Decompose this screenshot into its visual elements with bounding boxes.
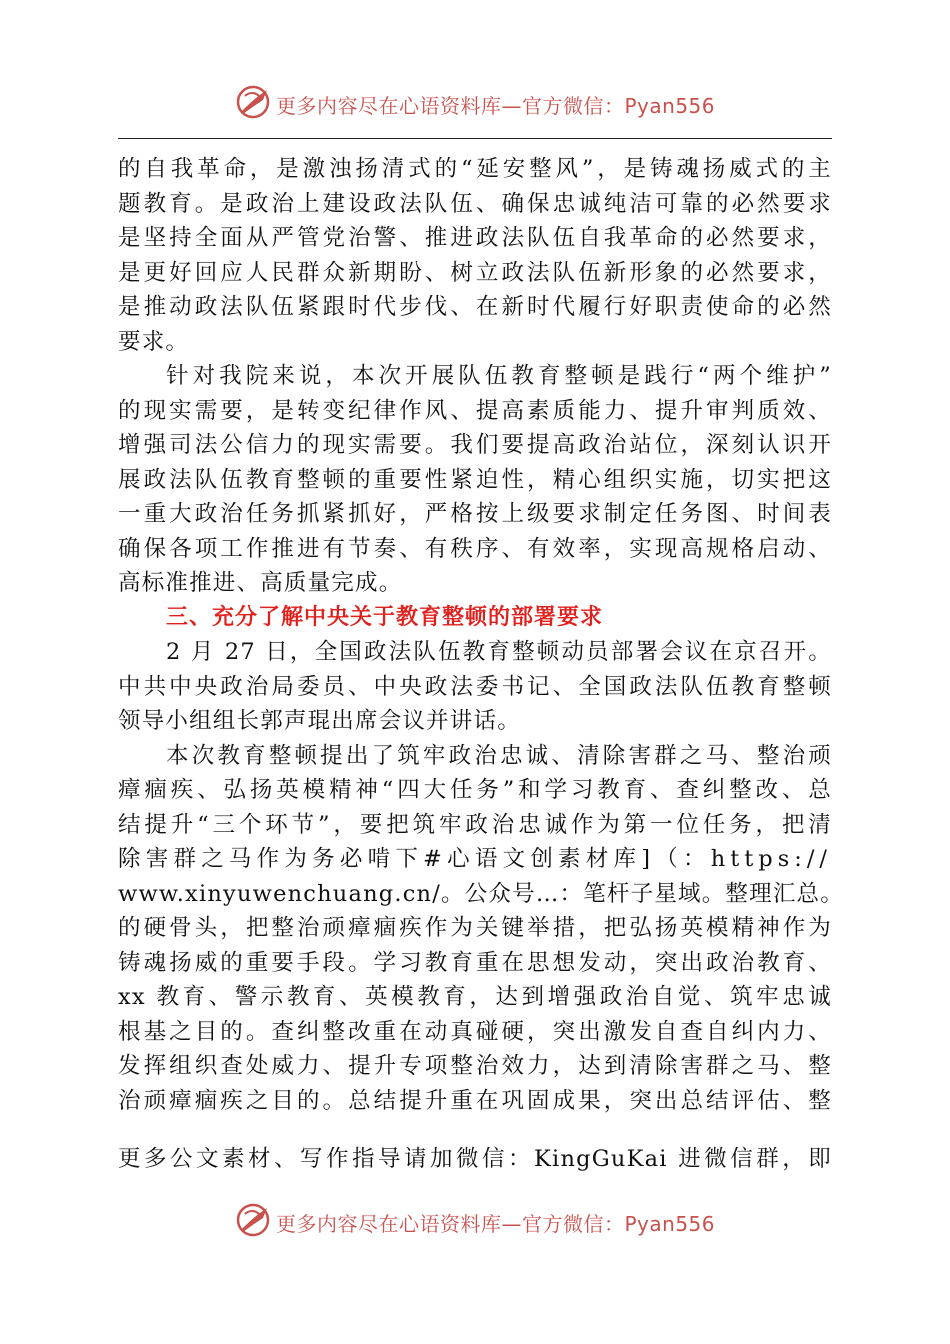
paragraph-line: 增强司法公信力的现实需要。我们要提高政治站位，深刻认识开	[118, 432, 832, 458]
paragraph-line: 瘴痼疾、弘扬英模精神“四大任务”和学习教育、查纠整改、总	[118, 777, 832, 803]
paragraph-line: 高标准推进、高质量完成。	[118, 570, 403, 596]
paragraph-line: 确保各项工作推进有节奏、有秩序、有效率，实现高规格启动、	[118, 535, 832, 562]
section-heading: 三、充分了解中央关于教育整顿的部署要求	[166, 604, 604, 630]
header-brand	[276, 90, 715, 119]
paragraph-line: 根基之目的。查纠整改重在动真碰硬，突出激发自查自纠内力、	[118, 1018, 832, 1045]
paragraph-line: 2 月 27 日，全国政法队伍教育整顿动员部署会议在京召开。	[166, 639, 832, 665]
paragraph-line: 题教育。是政治上建设政法队伍、确保忠诚纯洁可靠的必然要求	[118, 190, 832, 217]
paragraph-line: 一重大政治任务抓紧抓好，严格按上级要求制定任务图、时间表	[118, 501, 832, 527]
page-footer	[0, 1200, 950, 1240]
paragraph-line: 发挥组织查处威力、提升专项整治效力，达到清除害群之马、整	[118, 1053, 832, 1079]
header-brand-text: 更多内容尽在心语资料库	[276, 94, 502, 118]
header-contact: 官方微信：Pyan556	[522, 94, 716, 118]
paragraph-line: 领导小组组长郭声琨出席会议并讲话。	[118, 708, 521, 734]
footer-separator: —	[501, 1212, 522, 1236]
paragraph-line: 中共中央政治局委员、中央政法委书记、全国政法队伍教育整顿	[118, 673, 832, 700]
paragraph-line: 结提升“三个环节”，要把筑牢政治忠诚作为第一位任务，把清	[118, 811, 832, 838]
paragraph-line: 展政法队伍教育整顿的重要性紧迫性，精心组织实施，切实把这	[118, 466, 832, 493]
paragraph-line: 治顽瘴痼疾之目的。总结提升重在巩固成果，突出总结评估、整	[118, 1087, 832, 1114]
paragraph-line: 是坚持全面从严管党治警、推进政法队伍自我革命的必然要求，	[118, 225, 832, 251]
paragraph-line: 的硬骨头，把整治顽瘴痼疾作为关键举措，把弘扬英模精神作为	[118, 915, 832, 941]
paragraph-line: 是推动政法队伍紧跟时代步伐、在新时代履行好职责使命的必然	[118, 294, 832, 320]
paragraph-line: 是更好回应人民群众新期盼、树立政法队伍新形象的必然要求，	[118, 259, 832, 286]
paragraph-line: 针对我院来说，本次开展队伍教育整顿是践行“两个维护”	[166, 363, 832, 389]
document-body	[118, 152, 844, 1118]
paragraph-line: 除害群之马作为务必啃下#心语文创素材库]（：https://	[118, 846, 832, 872]
page-header	[0, 82, 950, 122]
paragraph-line: 铸魂扬威的重要手段。学习教育重在思想发动，突出政治教育、	[118, 949, 832, 976]
pen-nib-logo-icon	[233, 1200, 273, 1240]
header-divider	[118, 138, 832, 139]
pen-nib-logo-icon	[233, 82, 273, 122]
footer-brand	[276, 1208, 715, 1237]
header-separator: —	[501, 94, 522, 118]
paragraph-line: 本次教育整顿提出了筑牢政治忠诚、清除害群之马、整治顽	[166, 742, 832, 769]
paragraph-line: www.xinyuwenchuang.cn/。公众号…：笔杆子星域。整理汇总。	[118, 880, 844, 907]
paragraph-line: xx 教育、警示教育、英模教育，达到增强政治自觉、筑牢忠诚	[118, 984, 832, 1010]
paragraph-line: 的自我革命，是激浊扬清式的“延安整风”，是铸魂扬威式的主	[118, 156, 832, 182]
paragraph-line: 要求。	[118, 328, 190, 355]
footer-brand-text: 更多内容尽在心语资料库	[276, 1212, 502, 1236]
footer-contact: 官方微信：Pyan556	[522, 1212, 716, 1236]
paragraph-line: 的现实需要，是转变纪律作风、提高素质能力、提升审判质效、	[118, 397, 832, 424]
bottom-note: 更多公文素材、写作指导请加微信：KingGuKai 进微信群，即	[118, 1146, 832, 1172]
